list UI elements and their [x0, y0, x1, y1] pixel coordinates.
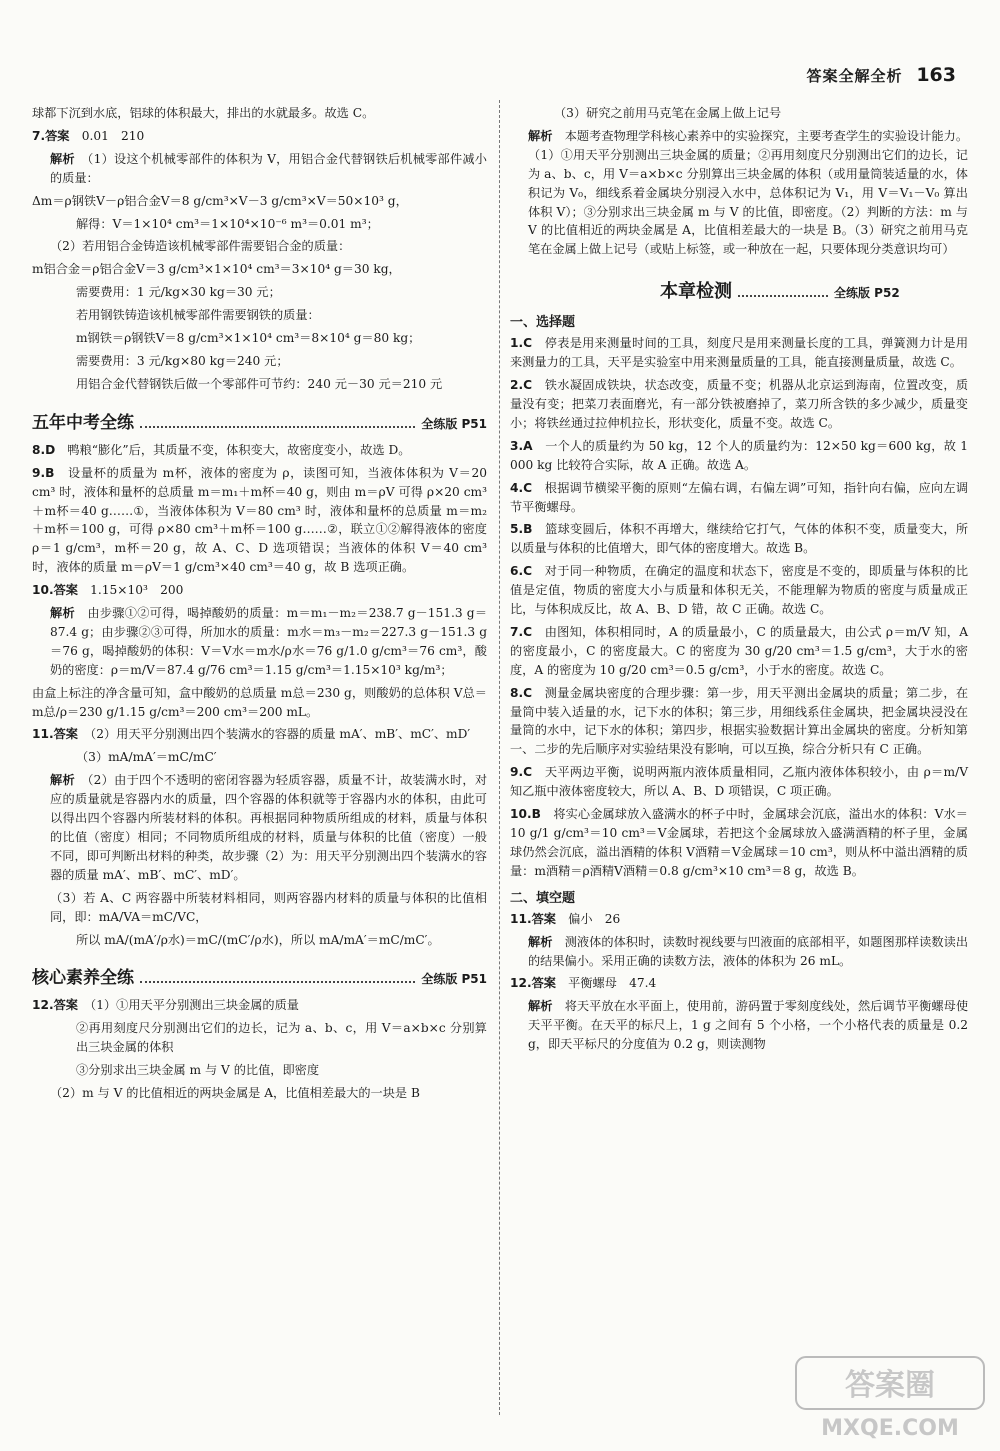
choice-8 — [510, 684, 968, 760]
fill-11-analysis — [510, 933, 968, 971]
analysis-line: 由盒上标注的净含量可知，盒中酸奶的总质量 m总＝230 g，则酸奶的总体积 V总＝m总/ρ＝230 g/1.15 g/cm³＝200 cm³＝200 mL。 — [32, 685, 487, 719]
answer-value: 偏小 26 — [568, 911, 621, 926]
question-number: 5.B — [510, 522, 533, 537]
choice-2 — [510, 376, 968, 433]
analysis-label: 解析 — [528, 128, 553, 143]
analysis-text: 测液体的体积时，读数时视线要与凹液面的底部相平，如题图那样读数读出的结果偏小。采用正确的读数方法，液体的体积为 26 mL。 — [528, 934, 969, 968]
dot-leader — [140, 980, 415, 983]
question-10-analysis — [32, 604, 487, 680]
analysis-label: 解析 — [528, 999, 553, 1014]
watermark-text: 答案圈 — [845, 1368, 935, 1403]
fill-11-answer — [510, 910, 968, 929]
watermark-logo — [790, 1353, 990, 1443]
analysis-line: m铝合金＝ρ铝合金V＝3 g/cm³×1×10⁴ cm³＝3×10⁴ g＝30 kg， — [32, 262, 401, 277]
question-8 — [32, 441, 487, 460]
watermark-url: MXQE.COM — [821, 1416, 959, 1441]
analysis-line: 若用钢铁铸造该机械零部件需要钢铁的质量： — [76, 308, 320, 323]
choice-5 — [510, 520, 968, 558]
page-header — [806, 64, 956, 86]
analysis-label: 解析 — [528, 934, 553, 949]
answer-line: ③分别求出三块金属 m 与 V 的比值，即密度 — [76, 1063, 320, 1078]
question-text: 对于同一种物质，在确定的温度和状态下，密度是不变的，即质量与体积的比值是定值，物质的密度大小与质量和体积无关，不能理解为物质的密度与质量成正比，与体积成反比，故 A、B、D 错，故 C 正确。故选 C。 — [510, 564, 969, 617]
header-title: 答案全解全析 — [806, 67, 903, 85]
question-number: 10.答案 — [32, 583, 78, 598]
question-7-answer — [32, 127, 487, 146]
choice-1 — [510, 334, 968, 372]
question-text: 一个人的质量约为 50 kg，12 个人的质量约为：12×50 kg＝600 kg，故 1 000 kg 比较符合实际，故 A 正确。故选 A。 — [510, 438, 968, 472]
question-number: 8.D — [32, 442, 56, 457]
question-number: 2.C — [510, 378, 533, 393]
fill-12-analysis — [510, 997, 968, 1054]
answer-value: 平衡螺母 47.4 — [568, 976, 657, 991]
right-column — [510, 104, 968, 1058]
question-9 — [32, 464, 487, 577]
choice-3 — [510, 437, 968, 475]
question-number: 9.C — [510, 765, 533, 780]
question-text: 铁水凝固成铁块，状态改变，质量不变；机器从北京运到海南，位置改变，质量没有变；把菜刀表面磨光，有一部分铁被磨掉了，菜刀所含铁的多少减少，质量变小；将铁丝通过拉伸机拉长，形状变化，质量不变。故选 C。 — [510, 378, 969, 430]
answer-line: （1）①用天平分别测出三块金属的质量 — [90, 998, 299, 1013]
question-number: 6.C — [510, 564, 533, 579]
answer-value: （2）用天平分别测出四个装满水的容器的质量 mA′、mB′、mC′、mD′ — [90, 727, 471, 742]
question-number: 9.B — [32, 465, 55, 480]
question-text: 鸭粮“膨化”后，其质量不变，体积变大，故密度变小，故选 D。 — [67, 442, 411, 457]
choice-4 — [510, 479, 968, 517]
question-text: 篮球变圆后，体积不再增大，继续给它打气，气体的体积不变，质量变大，所以质量与体积的比值增大，即气体的密度增大。故选 B。 — [510, 522, 969, 556]
analysis-text: 由步骤①②可得，喝掉酸奶的质量：m＝m₁－m₂＝238.7 g－151.3 g＝87.4 g；由步骤②③可得，所加水的质量：m水＝m₃－m₂＝227.3 g－151.3 g＝76 g，喝掉酸奶的体积：V＝V水＝m水/ρ水＝76 g/1.0 g/cm³＝76 cm³，酸奶的密度：ρ＝m/V＝87.4 g/76 cm³＝1.15 g/cm³＝1.15×10³ kg/m³； — [50, 606, 488, 677]
analysis-block — [510, 127, 968, 259]
choice-9 — [510, 763, 968, 801]
analysis-text: （2）由于四个不透明的密闭容器为轻质容器，质量不计，故装满水时，对应的质量就是容器内水的质量，四个容器的体积就等于容器内水的体积，由此可以得出四个容器内所装材料的体积。再根据同种物质所组成的材料，质量与体积的比值（密度）相同；不同物质所组成的材料，质量与体积的比值（密度）一般不同，即可判断出材料的种类，故步骤（2）为：用天平分别测出四个装满水的容器的质量 mA′、mB′、mC′、mD′。 — [50, 773, 488, 882]
section-title: 本章检测 — [660, 281, 732, 303]
question-number: 7.C — [510, 624, 533, 639]
choice-6 — [510, 562, 968, 619]
question-number: 8.C — [510, 685, 533, 700]
question-number: 11.答案 — [32, 727, 78, 742]
analysis-label: 解析 — [50, 606, 75, 621]
dot-leader — [140, 425, 415, 428]
analysis-label: 解析 — [50, 151, 75, 166]
analysis-line: Δm＝ρ钢铁V－ρ铝合金V＝8 g/cm³×V－3 g/cm³×V＝50×10³ g， — [32, 193, 408, 208]
analysis-line: （3）若 A、C 两容器中所装材料相同，则两容器内材料的质量与体积的比值相同，即：mA/VA＝mC/VC， — [50, 890, 487, 924]
subsection-title: 二、填空题 — [510, 890, 576, 906]
analysis-text: 将天平放在水平面上，使用前，游码置于零刻度线处，然后调节平衡螺母使天平平衡。在天平的标尺上，1 g 之间有 5 个小格，一个小格代表的质量是 0.2 g，即天平标尺的分度值为 0.2 g，则读测物 — [528, 999, 969, 1052]
analysis-line: 需要费用：3 元/kg×80 kg＝240 元； — [76, 353, 289, 368]
question-number: 11.答案 — [510, 911, 556, 926]
answer-value: 1.15×10³ 200 — [90, 583, 184, 598]
question-text: 将实心金属球放入盛满水的杯子中时，金属球会沉底，溢出水的体积：V水＝10 g/1 g/cm³＝10 cm³＝V金属球，若把这个金属球放入盛满酒精的杯子里，金属球仍然会沉底，溢出酒精的体积 V酒精＝V金属球＝10 cm³，则从杯中溢出酒精的质量：m酒精＝ρ酒精V酒精＝0.8 g/cm³×10 cm³＝8 g，故选 B。 — [510, 807, 968, 878]
question-number: 3.A — [510, 438, 533, 453]
question-text: 停表是用来测量时间的工具，刻度尺是用来测量长度的工具，弹簧测力计是用来测量力的工具，天平是实验室中用来测量质量的工具，能直接测量质量，故选 C。 — [510, 336, 969, 370]
question-number: 12.答案 — [32, 998, 78, 1013]
question-12-answer — [32, 996, 487, 1015]
analysis-label: 解析 — [50, 773, 75, 788]
answer-line: （2）m 与 V 的比值相近的两块金属是 A，比值相差最大的一块是 B — [50, 1086, 420, 1101]
answer-line: （3）mA/mA′＝mC/mC′ — [76, 750, 217, 765]
subsection-title: 一、选择题 — [510, 315, 576, 331]
section-title: 核心素养全练 — [32, 968, 134, 989]
choice-10 — [510, 805, 968, 881]
question-text: 设量杯的质量为 m杯，液体的密度为 ρ，读图可知，当液体体积为 V＝20 cm³ 时，液体和量杯的总质量 m＝m₁＋m杯＝40 g，则由 m＝ρV 可得 ρ×20 cm³＋m杯＝40 g……①，当液体体积为 V＝80 cm³ 时，液体和量杯的总质量 m＝m₂＋m杯＝100 g，可得 ρ×80 cm³＋m杯＝100 g……②，联立①②解得液体的密度 ρ＝1 g/cm³，m杯＝20 g，故 A、C、D 选项错误；当液体的体积 V＝40 cm³ 时，液体的质量 m＝ρV＝1 g/cm³×40 cm³＝40 g，故 B 选项正确。 — [32, 465, 488, 575]
section-ref: 全练版 P51 — [421, 972, 487, 987]
fill-12-answer — [510, 974, 968, 993]
question-11-answer — [32, 725, 487, 744]
answer-line: ②再用刻度尺分别测出它们的边长，记为 a、b、c，用 V＝a×b×c 分别算出三块金属的体积 — [76, 1021, 487, 1055]
question-number: 1.C — [510, 336, 533, 351]
question-text: 由图知，体积相同时，A 的质量最小，C 的质量最大，由公式 ρ＝m/V 知，A 的密度最小，C 的密度最大。C 的密度为 30 g/20 cm³＝1.5 g/cm³，大于水的密度，A 的密度为 10 g/20 cm³＝0.5 g/cm³，小于水的密度。故选 C。 — [510, 624, 968, 677]
question-text: 天平两边平衡，说明两瓶内液体质量相同，乙瓶内液体体积较小，由 ρ＝m/V 知乙瓶中液体密度较大，所以 A、B、D 项错误，C 项正确。 — [510, 765, 969, 799]
section-header — [32, 408, 487, 433]
question-text: 测量金属块密度的合理步骤：第一步，用天平测出金属块的质量；第二步，在量筒中装入适量的水，记下水的体积；第三步，用细线系住金属块，把金属块浸没在量筒的水中，记下水的体积；第四步，根据实验数据计算出金属块的密度。分析知第一、二步的先后顺序对实验结果没有影响，可以互换，综合分析只有 C 正确。 — [510, 685, 969, 757]
page-number: 163 — [916, 64, 956, 86]
choice-7 — [510, 623, 968, 680]
question-text: 根据调节横梁平衡的原则“左偏右调，右偏左调”可知，指针向右偏，应向左调节平衡螺母。 — [510, 480, 969, 514]
section-ref: 全练版 P51 — [421, 416, 487, 431]
column-divider — [499, 100, 500, 1415]
analysis-line: 用铝合金代替钢铁后做一个零部件可节约：240 元－30 元＝210 元 — [76, 376, 443, 391]
analysis-line: （2）若用铝合金铸造该机械零部件需要铝合金的质量： — [50, 239, 351, 254]
question-number: 7.答案 — [32, 128, 70, 143]
left-column — [32, 104, 487, 1107]
question-number: 12.答案 — [510, 976, 556, 991]
section-header — [32, 963, 487, 988]
text-line: 球都下沉到水底，铝球的体积最大，排出的水就最多。故选 C。 — [32, 106, 375, 120]
answer-value: 0.01 210 — [81, 128, 145, 143]
section-ref: 全练版 P52 — [834, 286, 900, 301]
analysis-line: 需要费用：1 元/kg×30 kg＝30 元； — [76, 285, 281, 300]
analysis-text: 本题考查物理学科核心素养中的实验探究，主要考查学生的实验设计能力。（1）①用天平分别测出三块金属的质量；②再用刻度尺分别测出它们的边长，记为 a、b、c，用 V＝a×b×c 分别算出三块金属的体积（或用量筒装适量的水，体积记为 V₀，细线系着金属块分别浸入水中，总体积记为 V₁，用 V＝V₁－V₀ 算出体积 V）；③分别求出三块金属 m 与 V 的比值，即密度。（2）判断的方法：m 与 V 的比值相近的两块金属是 A，比值相差最大的一块是 B。（3）研究之前用马克笔在金属上做上记号（或贴上标签，或一种放在一起，只要体现分类意识均可） — [528, 128, 969, 257]
section-header — [660, 277, 968, 303]
section-title: 五年中考全练 — [32, 412, 134, 433]
analysis-line: m钢铁＝ρ钢铁V＝8 g/cm³×1×10⁴ cm³＝8×10⁴ g＝80 kg； — [76, 331, 421, 346]
question-number: 4.C — [510, 480, 533, 495]
question-7-analysis — [32, 150, 487, 188]
question-11-analysis — [32, 771, 487, 884]
answer-line: （3）研究之前用马克笔在金属上做上记号 — [554, 106, 782, 120]
dot-leader — [738, 295, 828, 297]
analysis-text: （1）设这个机械零部件的体积为 V，用铝合金代替钢铁后机械零部件减小的质量： — [50, 151, 487, 185]
analysis-line: 所以 mA/(mA′/ρ水)＝mC/(mC′/ρ水)，所以 mA/mA′＝mC/mC′。 — [76, 932, 440, 947]
analysis-line: 解得：V＝1×10⁴ cm³＝1×10⁴×10⁻⁶ m³＝0.01 m³； — [76, 216, 379, 231]
question-10-answer — [32, 581, 487, 600]
question-number: 10.B — [510, 807, 541, 822]
